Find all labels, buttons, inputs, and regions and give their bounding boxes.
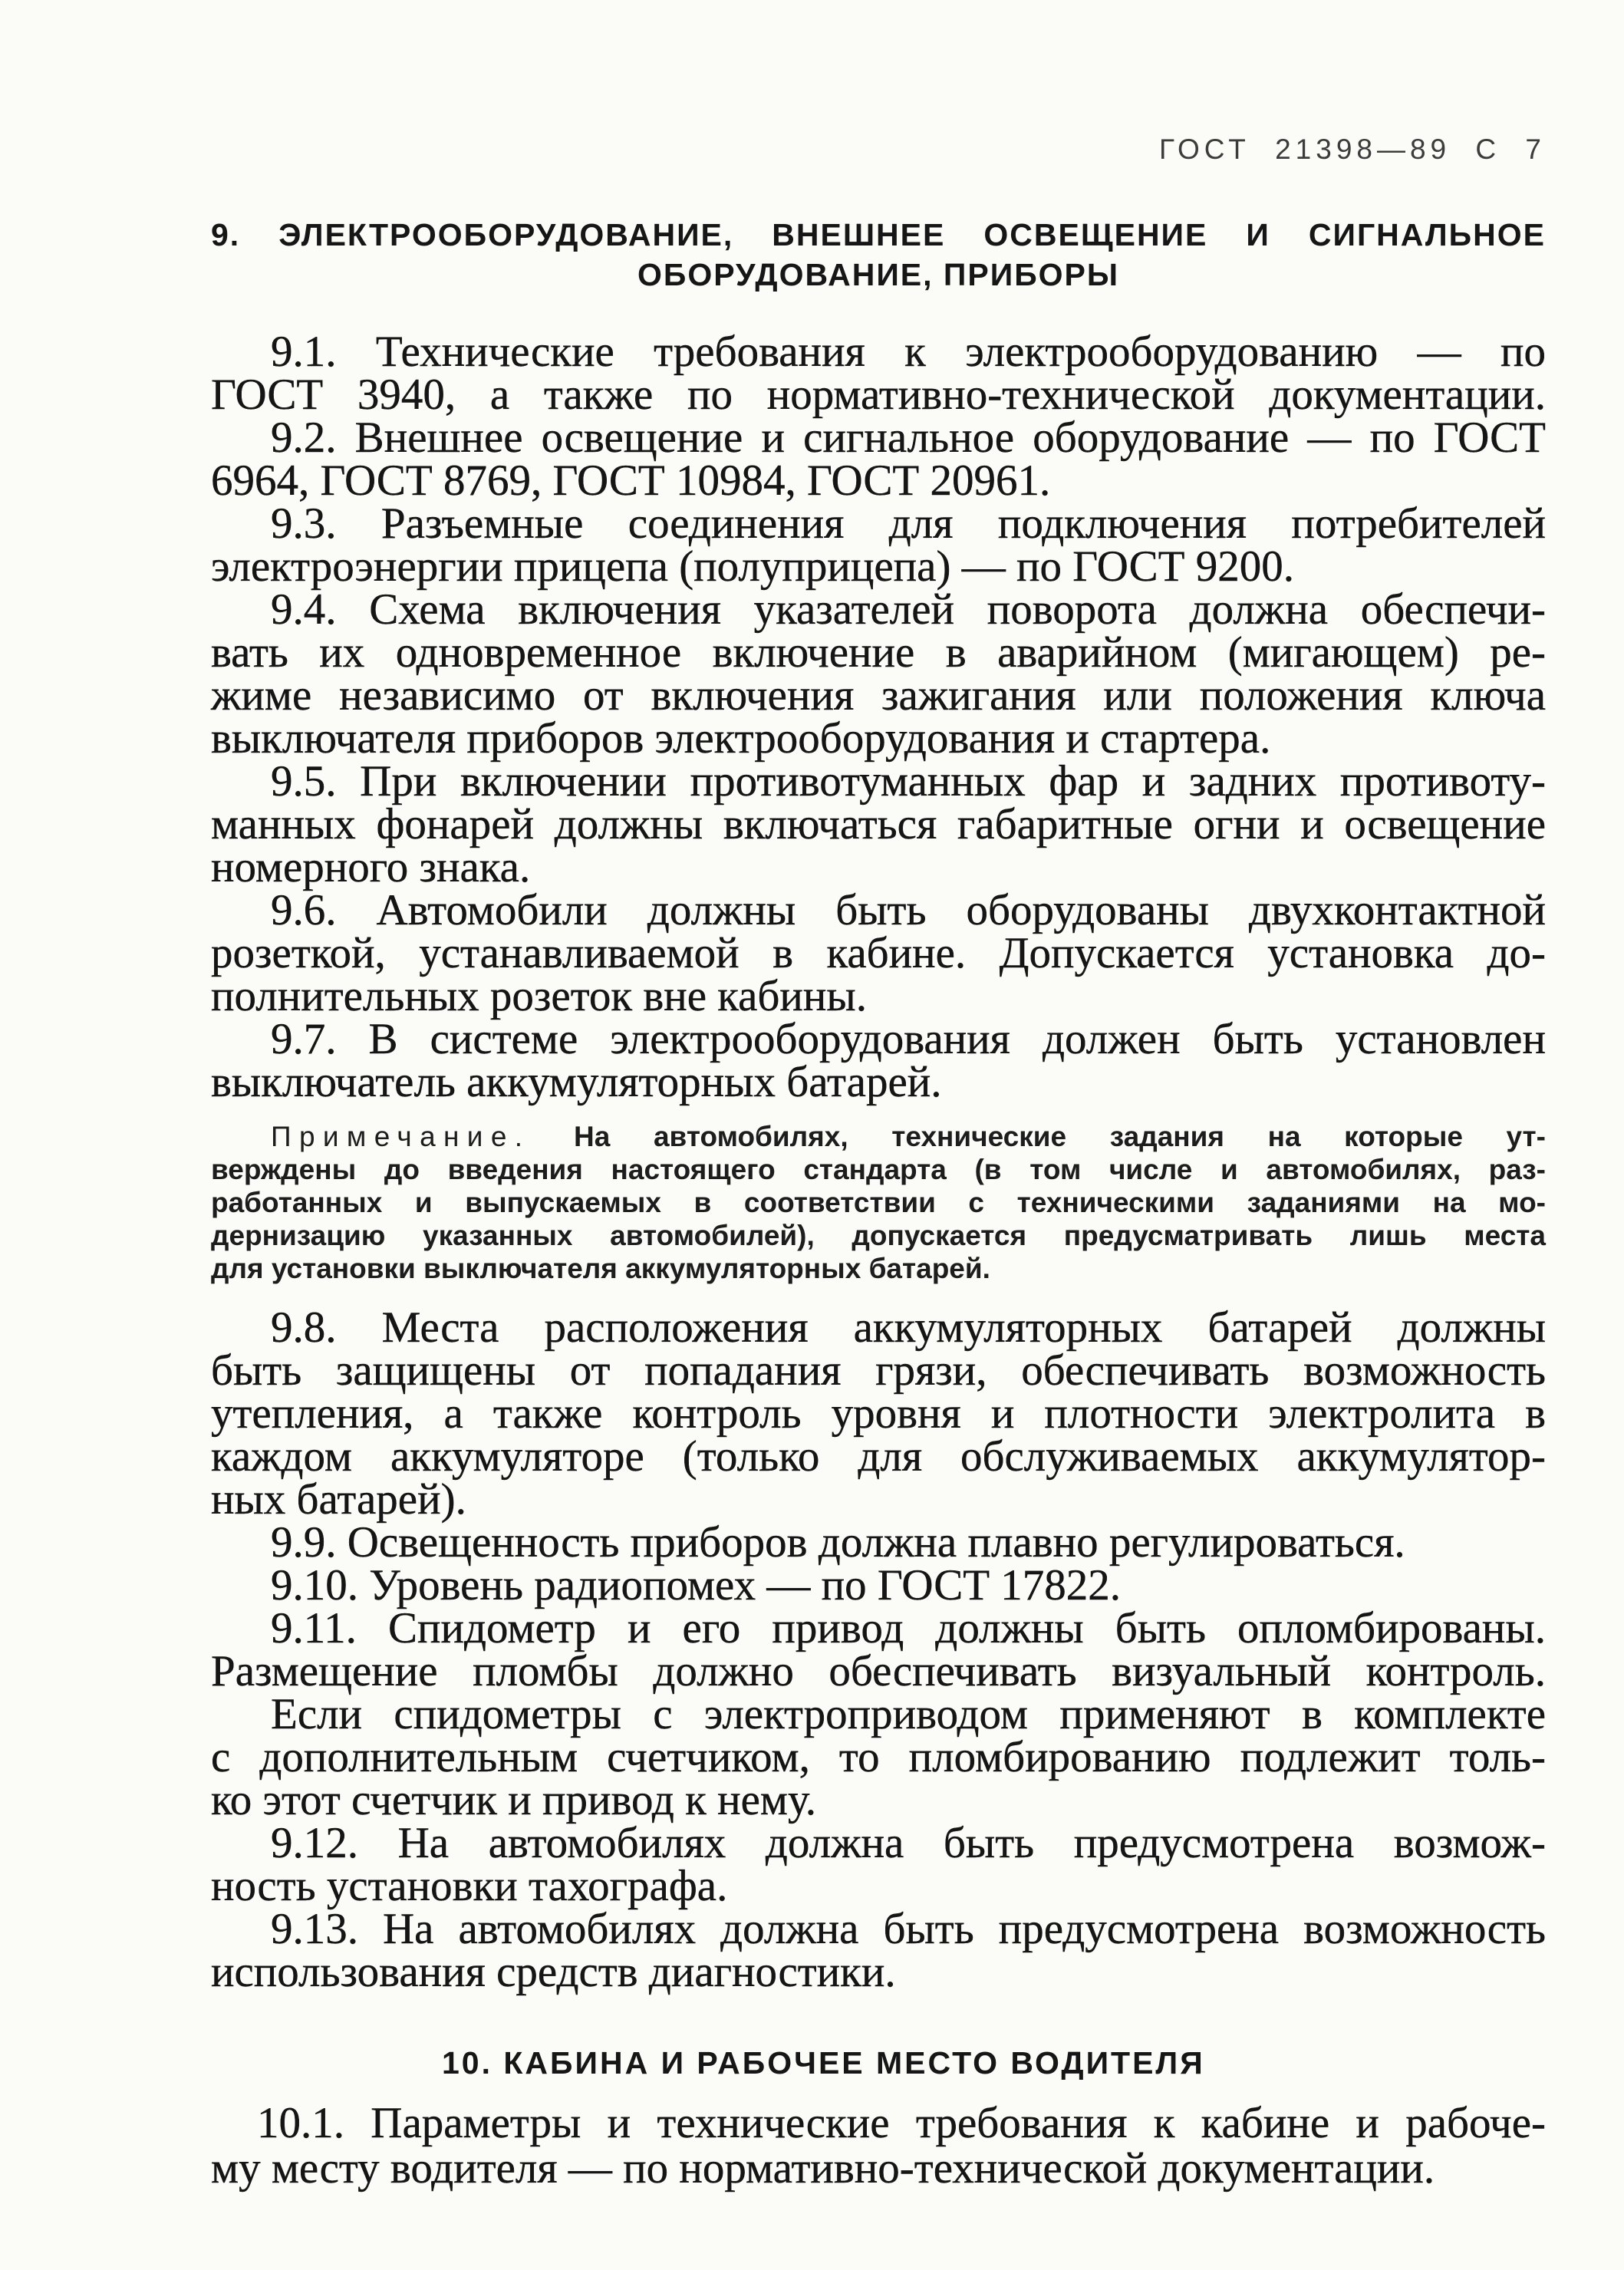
- section-title: [211, 2043, 1546, 2083]
- clause-line: быть защищены от попадания грязи, обеспечивать возможность: [211, 1346, 1546, 1395]
- clause-line: 9.8. Места расположения аккумуляторных батарей должны: [271, 1303, 1546, 1352]
- section-title-line: ОБОРУДОВАНИЕ, ПРИБОРЫ: [637, 257, 1120, 292]
- clause-line: 6964, ГОСТ 8769, ГОСТ 10984, ГОСТ 20961.: [211, 456, 1051, 505]
- clause-line: 9.2. Внешнее освещение и сигнальное оборудование — по ГОСТ: [271, 413, 1546, 462]
- clause-line: электроэнергии прицепа (полуприцепа) — по ГОСТ 9200.: [211, 542, 1294, 591]
- clause-9-2: [211, 413, 1546, 505]
- section-body: [211, 1303, 1546, 1996]
- note-line: работанных и выпускаемых в соответствии с техническими заданиями на мо-: [211, 1187, 1546, 1218]
- section-title: [211, 215, 1546, 295]
- clause-line: вать их одновременное включение в аварийном (мигающем) ре-: [211, 628, 1546, 677]
- clause-9-11-continued: [211, 1690, 1546, 1824]
- clause-line: жиме независимо от включения зажигания или положения ключа: [211, 671, 1546, 720]
- clause-line: 9.1. Технические требования к электрооборудованию — по: [271, 328, 1546, 376]
- clause-line: 9.7. В системе электрооборудования должен быть установлен: [271, 1015, 1546, 1063]
- clause-9-10: [211, 1561, 1546, 1609]
- clause-9-7: [211, 1015, 1546, 1106]
- clause-line: полнительных розеток вне кабины.: [211, 972, 867, 1020]
- clause-line: ко этот счетчик и привод к нему.: [211, 1776, 816, 1824]
- clause-9-4: [211, 585, 1546, 763]
- section-title-line: 10. КАБИНА И РАБОЧЕЕ МЕСТО ВОДИТЕЛЯ: [442, 2045, 1205, 2081]
- clause-9-8: [211, 1303, 1546, 1524]
- running-title: ГОСТ 21398—89 С 7: [1158, 133, 1546, 165]
- clause-line: Размещение пломбы должно обеспечивать визуальный контроль.: [211, 1647, 1546, 1695]
- clause-line: утепления, а также контроль уровня и плотности электролита в: [211, 1389, 1546, 1438]
- clause-line: 9.3. Разъемные соединения для подключения потребителей: [271, 499, 1546, 548]
- clause-line: 9.13. На автомобилях должна быть предусмотрена возможность: [271, 1905, 1546, 1953]
- clause-line: 9.6. Автомобили должны быть оборудованы двухконтактной: [271, 886, 1546, 934]
- clause-line: розеткой, устанавливаемой в кабине. Допускается установка до-: [211, 929, 1546, 977]
- note-block: [211, 1120, 1546, 1285]
- section-title-line: 9. ЭЛЕКТРООБОРУДОВАНИЕ, ВНЕШНЕЕ ОСВЕЩЕНИЕ И СИГНАЛЬНОЕ: [211, 217, 1546, 252]
- clause-line: 9.11. Спидометр и его привод должны быть опломбированы.: [271, 1604, 1546, 1652]
- clause-10-1: [211, 2100, 1546, 2191]
- clause-line: 9.12. На автомобилях должна быть предусмотрена возмож-: [271, 1819, 1546, 1867]
- clause-line: 9.10. Уровень радиопомех — по ГОСТ 17822.: [271, 1561, 1122, 1609]
- clause-line: ность установки тахографа.: [211, 1862, 728, 1910]
- clause-line: выключателя приборов электрооборудования и стартера.: [211, 714, 1271, 763]
- clause-line: с дополнительным счетчиком, то пломбированию подлежит толь-: [211, 1733, 1546, 1781]
- clause-line: 10.1. Параметры и технические требования к кабине и рабоче-: [257, 2099, 1546, 2147]
- note-label: Примечание.: [271, 1121, 531, 1152]
- note-line: для установки выключателя аккумуляторных батарей.: [211, 1253, 990, 1284]
- section-body: [211, 328, 1546, 1106]
- clause-line: ных батарей).: [211, 1475, 466, 1524]
- clause-9-1: [211, 328, 1546, 419]
- note-text: На автомобилях, технические задания на которые ут-: [574, 1121, 1547, 1152]
- clause-line: 9.4. Схема включения указателей поворота должна обеспечи-: [271, 585, 1546, 634]
- clause-line: манных фонарей должны включаться габаритные огни и освещение: [211, 800, 1546, 848]
- clause-line: Если спидометры с электроприводом применяют в комплекте: [271, 1690, 1546, 1738]
- clause-9-3: [211, 499, 1546, 591]
- clause-line: 9.5. При включении противотуманных фар и задних противоту-: [271, 757, 1546, 806]
- clause-line: ГОСТ 3940, а также по нормативно-технической документации.: [211, 371, 1546, 419]
- clause-9-6: [211, 886, 1546, 1020]
- clause-line: использования средств диагностики.: [211, 1948, 896, 1996]
- note-line: [211, 1120, 1546, 1153]
- clause-9-13: [211, 1905, 1546, 1996]
- clause-line: выключатель аккумуляторных батарей.: [211, 1058, 942, 1106]
- clause-9-11: [211, 1604, 1546, 1695]
- clause-9-9: [211, 1518, 1546, 1567]
- clause-line: каждом аккумуляторе (только для обслуживаемых аккумулятор-: [211, 1432, 1546, 1481]
- note-line: верждены до введения настоящего стандарта (в том числе и автомобилях, раз-: [211, 1154, 1546, 1185]
- clause-line: номерного знака.: [211, 843, 531, 891]
- clause-line: 9.9. Освещенность приборов должна плавно регулироваться.: [271, 1518, 1405, 1567]
- clause-line: му месту водителя — по нормативно-технической документации.: [211, 2144, 1435, 2193]
- section-body: [211, 2100, 1546, 2191]
- clause-9-5: [211, 757, 1546, 891]
- note-line: дернизацию указанных автомобилей), допускается предусматривать лишь места: [211, 1220, 1546, 1251]
- clause-9-12: [211, 1819, 1546, 1910]
